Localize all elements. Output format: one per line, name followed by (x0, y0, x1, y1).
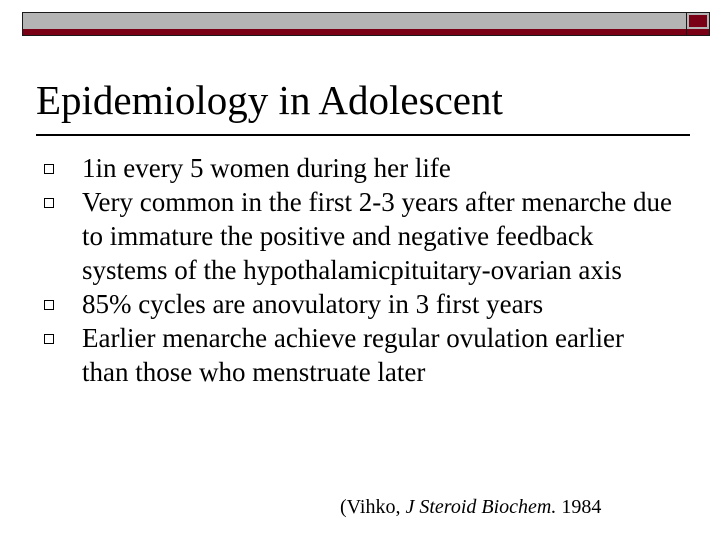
hollow-square-icon (44, 334, 54, 344)
bullet-list (36, 151, 676, 389)
bullet-text: 1in every 5 women during her life (82, 153, 451, 183)
bullet-text: Very common in the first 2-3 years after menarche due to immature the positive and negative feedback systems of the hypothalamicpituitary-ovarian axis (82, 187, 673, 285)
hollow-square-icon (44, 198, 54, 208)
hollow-square-icon (44, 164, 54, 174)
header-decorative-bar (22, 12, 710, 36)
hollow-square-icon (44, 300, 54, 310)
bullet-item (36, 185, 676, 287)
citation-journal: J Steroid Biochem. (405, 496, 557, 518)
bullet-text: Earlier menarche achieve regular ovulation earlier than those who menstruate later (82, 323, 624, 387)
bullet-text: 85% cycles are anovulatory in 3 first years (82, 289, 544, 319)
title-underline (36, 134, 690, 136)
bullet-item (36, 287, 676, 321)
bullet-item (36, 151, 676, 185)
citation-year: 1984 (556, 496, 602, 518)
header-corner-fill (689, 15, 707, 27)
slide-title: Epidemiology in Adolescent (36, 77, 503, 123)
bullet-item (36, 321, 676, 389)
header-accent-stripe (23, 29, 709, 35)
header-corner-box (686, 12, 710, 36)
citation (340, 496, 601, 519)
citation-prefix: (Vihko, (340, 496, 406, 518)
